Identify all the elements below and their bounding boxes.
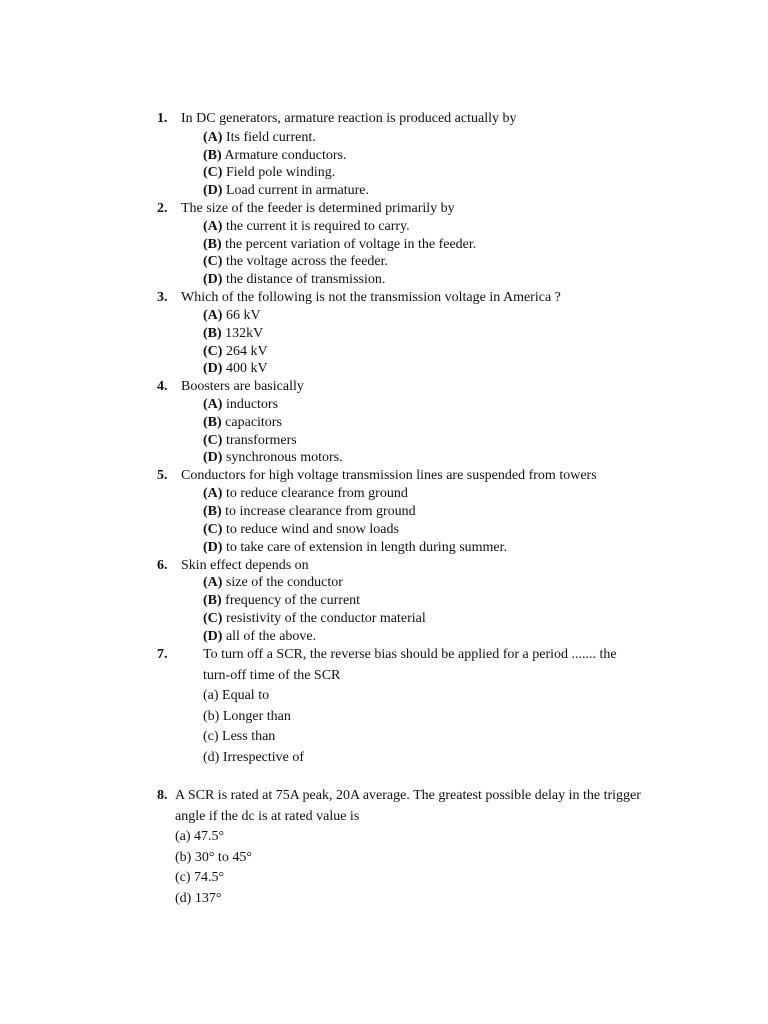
option-text: to take care of extension in length during summer. [225,540,508,555]
option-text: 66 kV [225,308,261,323]
option-letter: (A) [203,130,223,145]
option: (b) Longer than [203,709,291,724]
question-text: Skin effect depends on [181,558,309,573]
option [203,236,476,254]
question-text: Which of the following is not the transmission voltage in America ? [181,290,561,305]
option [203,396,278,414]
option-letter: (A) [203,486,223,501]
option-text: the voltage across the feeder. [225,254,389,269]
option: (b) 30° to 45° [175,850,252,865]
option-letter: (C) [203,522,223,537]
option-letter: (C) [203,611,223,626]
option-letter: (B) [203,415,222,430]
question-text: In DC generators, armature reaction is produced actually by [181,111,517,126]
question-number: 8. [157,788,168,803]
option [203,343,268,361]
option-letter: (C) [203,433,223,448]
option [203,182,369,200]
question-number: 5. [157,468,168,483]
option [203,360,268,378]
option: (a) 47.5° [175,829,225,844]
option-text: frequency of the current [225,593,361,608]
option-letter: (D) [203,272,223,287]
option: (d) Irrespective of [203,750,305,765]
option: (d) 137° [175,891,222,906]
option-letter: (A) [203,219,223,234]
option: (c) Less than [203,729,276,744]
question-number: 1. [157,111,168,126]
question-number: 6. [157,558,168,573]
option-letter: (A) [203,397,223,412]
option-text: synchronous motors. [225,450,343,465]
option-text: the percent variation of voltage in the feeder. [225,237,477,252]
question-text: A SCR is rated at 75A peak, 20A average. The greatest possible delay in the trigger [175,788,641,803]
option-letter: (D) [203,629,223,644]
option-letter: (C) [203,165,223,180]
option-letter: (D) [203,183,223,198]
option-letter: (D) [203,450,223,465]
option-text: size of the conductor [225,575,343,590]
question-number: 4. [157,379,168,394]
option [203,164,335,182]
option [203,449,343,467]
option: (a) Equal to [203,688,270,703]
option-text: 264 kV [225,344,268,359]
option [203,307,261,325]
option-letter: (D) [203,540,223,555]
option [203,574,343,592]
option-text: resistivity of the conductor material [225,611,426,626]
option-text: inductors [225,397,279,412]
option [203,414,282,432]
option-letter: (B) [203,237,222,252]
option-letter: (C) [203,254,223,269]
option-text: Load current in armature. [225,183,369,198]
option [203,610,426,628]
option-text: all of the above. [225,629,317,644]
question-number: 3. [157,290,168,305]
option-text: Field pole winding. [225,165,336,180]
question-number: 2. [157,201,168,216]
option-letter: (B) [203,504,222,519]
option-letter: (C) [203,344,223,359]
option [203,485,408,503]
option [203,147,346,165]
option [203,592,360,610]
option [203,271,385,289]
option-text: the current it is required to carry. [225,219,410,234]
option-letter: (D) [203,361,223,376]
option [203,503,416,521]
option-text: capacitors [225,415,282,430]
question-text: Boosters are basically [181,379,304,394]
option [203,129,316,147]
option-text: to reduce clearance from ground [225,486,408,501]
option-text: 400 kV [225,361,268,376]
option [203,432,297,450]
question-text-continued: turn-off time of the SCR [203,668,341,683]
option-text: Armature conductors. [224,148,347,163]
option [203,218,410,236]
option [203,539,507,557]
question-text: The size of the feeder is determined primarily by [181,201,455,216]
option [203,253,388,271]
option: (c) 74.5° [175,870,225,885]
option-letter: (A) [203,308,223,323]
question-text-continued: angle if the dc is at rated value is [175,809,360,824]
option [203,521,399,539]
option-text: Its field current. [225,130,316,145]
option-text: the distance of transmission. [225,272,386,287]
question-text: To turn off a SCR, the reverse bias should be applied for a period ....... the [203,647,617,662]
option-text: 132kV [225,326,264,341]
option-text: transformers [225,433,297,448]
option-letter: (B) [203,148,222,163]
option-text: to increase clearance from ground [225,504,416,519]
option-letter: (A) [203,575,223,590]
option-letter: (B) [203,593,222,608]
option-letter: (B) [203,326,222,341]
question-text: Conductors for high voltage transmission lines are suspended from towers [181,468,597,483]
question-number: 7. [157,647,168,662]
option [203,628,316,646]
option [203,325,263,343]
option-text: to reduce wind and snow loads [225,522,399,537]
